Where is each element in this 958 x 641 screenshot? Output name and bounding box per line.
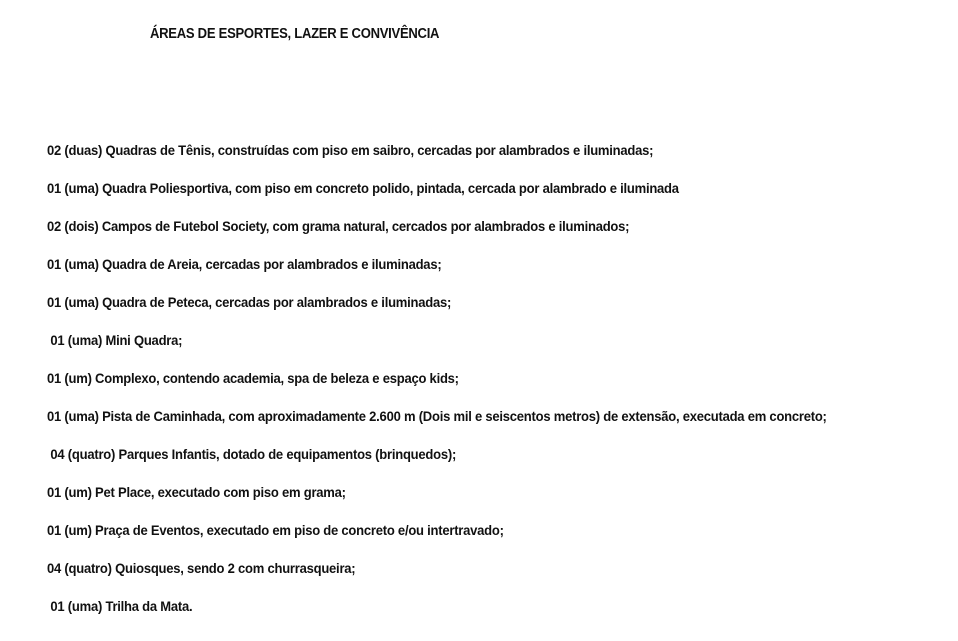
list-item: 01 (uma) Quadra Poliesportiva, com piso em concreto polido, pintada, cercada por alambrado e iluminada bbox=[47, 180, 679, 196]
list-item: 01 (um) Complexo, contendo academia, spa de beleza e espaço kids; bbox=[47, 370, 459, 386]
page-title: ÁREAS DE ESPORTES, LAZER E CONVIVÊNCIA bbox=[150, 26, 440, 42]
list-item: 01 (uma) Pista de Caminhada, com aproximadamente 2.600 m (Dois mil e seiscentos metros) de extensão, executada em concreto; bbox=[47, 408, 827, 424]
list-item: 04 (quatro) Parques Infantis, dotado de equipamentos (brinquedos); bbox=[47, 446, 457, 462]
list-item: 01 (uma) Mini Quadra; bbox=[47, 332, 183, 348]
list-item: 02 (dois) Campos de Futebol Society, com grama natural, cercados por alambrados e iluminados; bbox=[47, 218, 630, 234]
facilities-list bbox=[47, 141, 885, 635]
list-item: 01 (uma) Trilha da Mata. bbox=[47, 598, 193, 614]
list-item: 02 (duas) Quadras de Tênis, construídas com piso em saibro, cercadas por alambrados e iluminadas; bbox=[47, 142, 654, 158]
list-item: 01 (um) Praça de Eventos, executado em piso de concreto e/ou intertravado; bbox=[47, 522, 504, 538]
list-item: 01 (uma) Quadra de Peteca, cercadas por alambrados e iluminadas; bbox=[47, 294, 452, 310]
list-item: 01 (um) Pet Place, executado com piso em grama; bbox=[47, 484, 346, 500]
list-item: 01 (uma) Quadra de Areia, cercadas por alambrados e iluminadas; bbox=[47, 256, 442, 272]
list-item: 04 (quatro) Quiosques, sendo 2 com churrasqueira; bbox=[47, 560, 356, 576]
